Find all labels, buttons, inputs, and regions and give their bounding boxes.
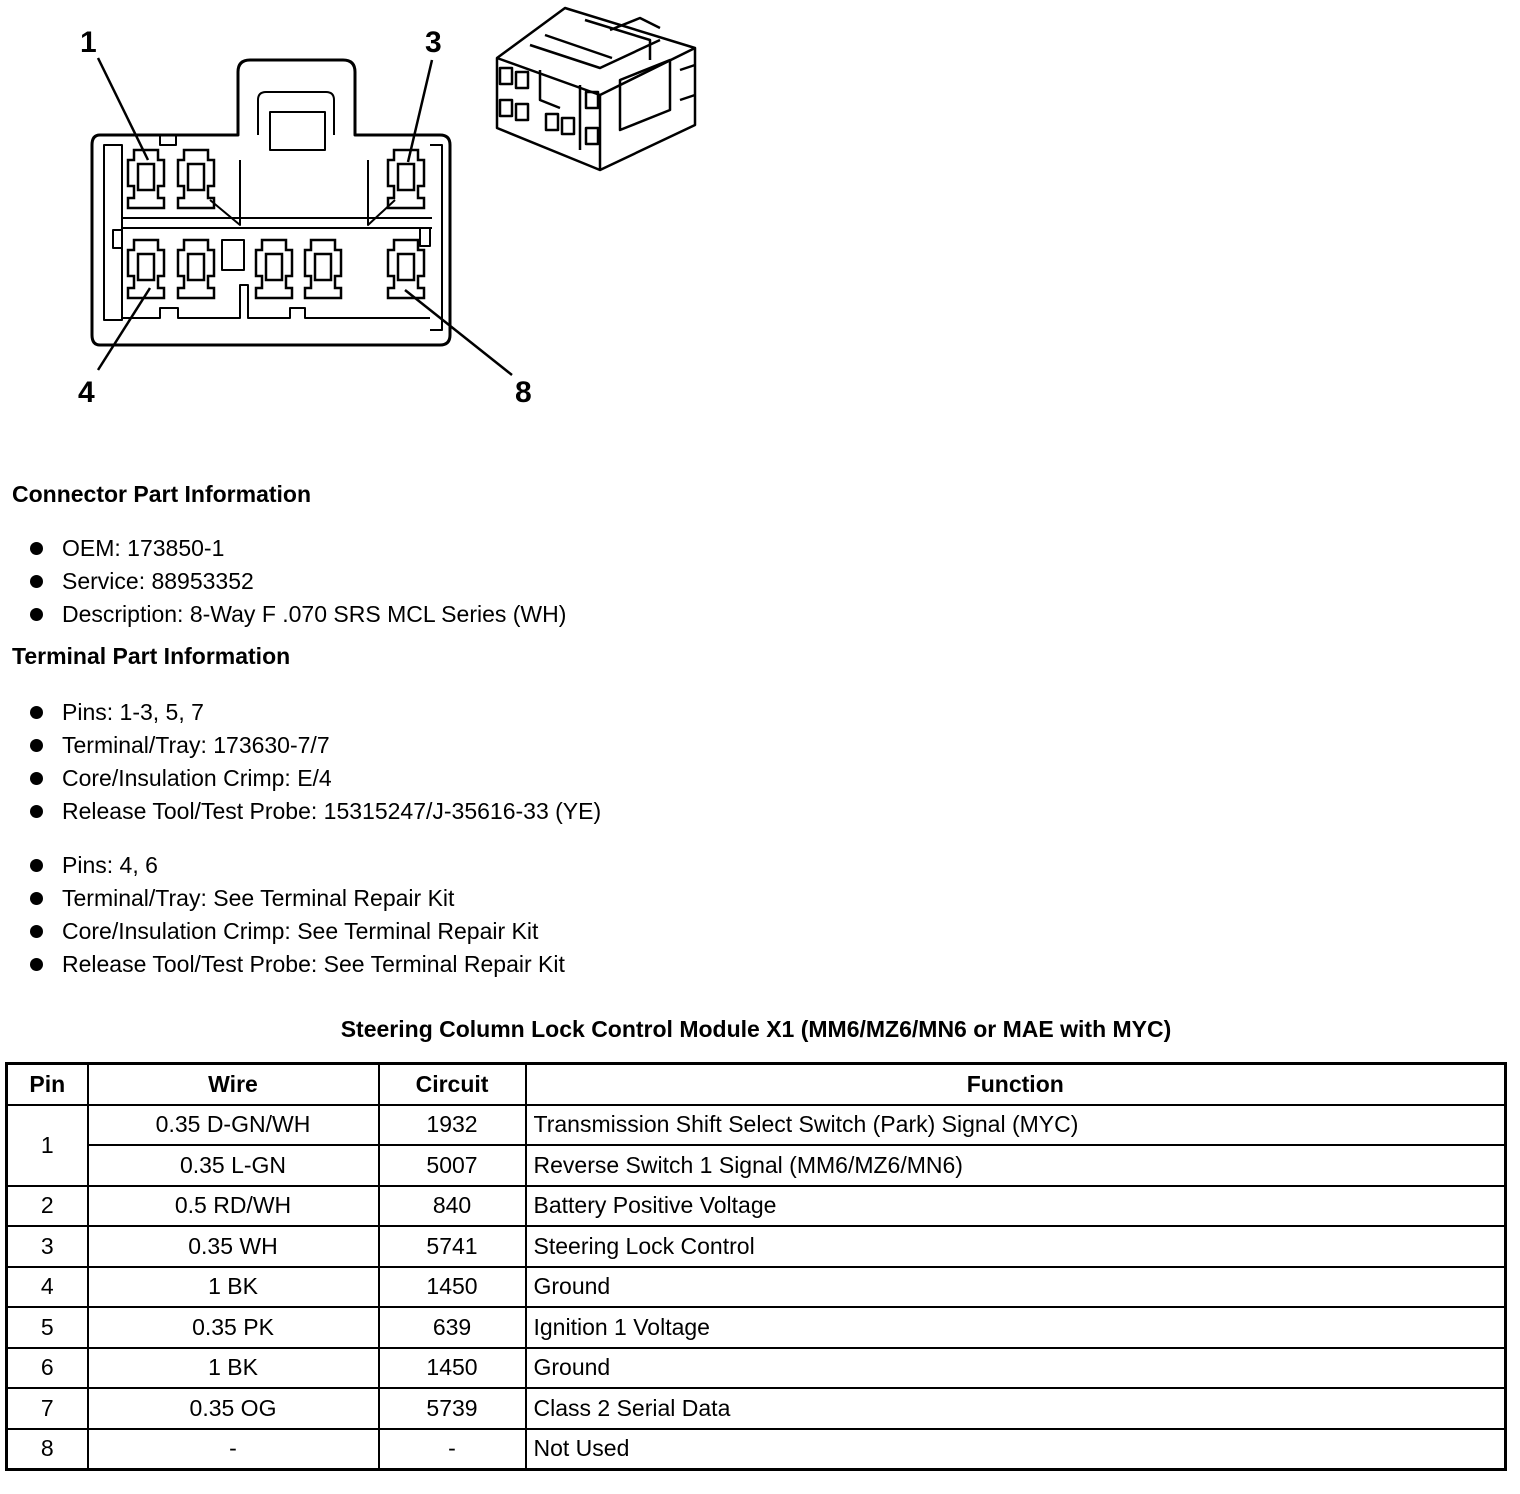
list-item: Terminal/Tray: 173630-7/7 — [30, 729, 601, 762]
terminal-part-info-heading: Terminal Part Information — [12, 643, 291, 669]
wire-cell: 0.35 WH — [88, 1226, 379, 1267]
list-item: Terminal/Tray: See Terminal Repair Kit — [30, 882, 565, 915]
table-row — [7, 1348, 1506, 1389]
table-row — [7, 1145, 1506, 1186]
column-header-wire: Wire — [88, 1064, 379, 1105]
circuit-cell: 1450 — [379, 1348, 526, 1389]
table-row — [7, 1429, 1506, 1470]
callout-4: 4 — [78, 376, 95, 409]
table-row — [7, 1226, 1506, 1267]
wire-cell: 0.35 PK — [88, 1307, 379, 1348]
column-header-pin: Pin — [7, 1064, 88, 1105]
list-item: Release Tool/Test Probe: 15315247/J-35616-33 (YE) — [30, 795, 601, 828]
callout-3: 3 — [425, 26, 442, 59]
function-cell: Class 2 Serial Data — [526, 1388, 1506, 1429]
wire-cell: 0.35 D-GN/WH — [88, 1105, 379, 1146]
function-cell: Ground — [526, 1267, 1506, 1308]
callout-8: 8 — [515, 376, 532, 409]
function-cell: Ground — [526, 1348, 1506, 1389]
table-caption: Steering Column Lock Control Module X1 (MM6/MZ6/MN6 or MAE with MYC) — [340, 1016, 1172, 1042]
table-row — [7, 1267, 1506, 1308]
pin-cell: 3 — [7, 1226, 88, 1267]
wire-cell: 1 BK — [88, 1348, 379, 1389]
list-item: Pins: 1-3, 5, 7 — [30, 696, 601, 729]
bullet-icon — [30, 772, 43, 785]
bullet-icon — [30, 608, 43, 621]
list-item: Pins: 4, 6 — [30, 849, 565, 882]
list-item: Description: 8-Way F .070 SRS MCL Series (WH) — [30, 598, 566, 631]
pin-cell: 4 — [7, 1267, 88, 1308]
bullet-icon — [30, 706, 43, 719]
circuit-cell: 1450 — [379, 1267, 526, 1308]
connector-face-diagram — [0, 0, 720, 420]
function-cell: Ignition 1 Voltage — [526, 1307, 1506, 1348]
circuit-cell: 1932 — [379, 1105, 526, 1146]
pin-cell: 2 — [7, 1186, 88, 1227]
wire-cell: - — [88, 1429, 379, 1470]
pin-cell: 1 — [7, 1105, 88, 1186]
pinout-table — [5, 1062, 1507, 1471]
wire-cell: 0.5 RD/WH — [88, 1186, 379, 1227]
circuit-cell: 840 — [379, 1186, 526, 1227]
table-row — [7, 1105, 1506, 1146]
connector-part-info-heading: Connector Part Information — [12, 481, 312, 507]
bullet-icon — [30, 542, 43, 555]
circuit-cell: 5007 — [379, 1145, 526, 1186]
pin-cell: 5 — [7, 1307, 88, 1348]
bullet-icon — [30, 925, 43, 938]
wire-cell: 0.35 L-GN — [88, 1145, 379, 1186]
column-header-circuit: Circuit — [379, 1064, 526, 1105]
list-item: Service: 88953352 — [30, 565, 566, 598]
circuit-cell: 5739 — [379, 1388, 526, 1429]
table-header-row — [7, 1064, 1506, 1105]
function-cell: Transmission Shift Select Switch (Park) Signal (MYC) — [526, 1105, 1506, 1146]
circuit-cell: 639 — [379, 1307, 526, 1348]
function-cell: Battery Positive Voltage — [526, 1186, 1506, 1227]
circuit-cell: 5741 — [379, 1226, 526, 1267]
wire-cell: 0.35 OG — [88, 1388, 379, 1429]
list-item: OEM: 173850-1 — [30, 532, 566, 565]
list-item: Core/Insulation Crimp: See Terminal Repair Kit — [30, 915, 565, 948]
pin-cell: 8 — [7, 1429, 88, 1470]
table-row — [7, 1307, 1506, 1348]
circuit-cell: - — [379, 1429, 526, 1470]
pin-cell: 6 — [7, 1348, 88, 1389]
function-cell: Reverse Switch 1 Signal (MM6/MZ6/MN6) — [526, 1145, 1506, 1186]
table-row — [7, 1186, 1506, 1227]
function-cell: Steering Lock Control — [526, 1226, 1506, 1267]
bullet-icon — [30, 805, 43, 818]
function-cell: Not Used — [526, 1429, 1506, 1470]
terminal-part-info-list-1 — [30, 696, 601, 828]
terminal-part-info-list-2 — [30, 849, 565, 981]
bullet-icon — [30, 892, 43, 905]
column-header-function: Function — [526, 1064, 1506, 1105]
bullet-icon — [30, 575, 43, 588]
connector-isometric-illustration — [497, 8, 695, 170]
bullet-icon — [30, 739, 43, 752]
list-item: Release Tool/Test Probe: See Terminal Repair Kit — [30, 948, 565, 981]
callout-1: 1 — [80, 26, 97, 59]
bullet-icon — [30, 859, 43, 872]
pin-cell: 7 — [7, 1388, 88, 1429]
bullet-icon — [30, 958, 43, 971]
connector-part-info-list — [30, 532, 566, 631]
wire-cell: 1 BK — [88, 1267, 379, 1308]
table-row — [7, 1388, 1506, 1429]
list-item: Core/Insulation Crimp: E/4 — [30, 762, 601, 795]
